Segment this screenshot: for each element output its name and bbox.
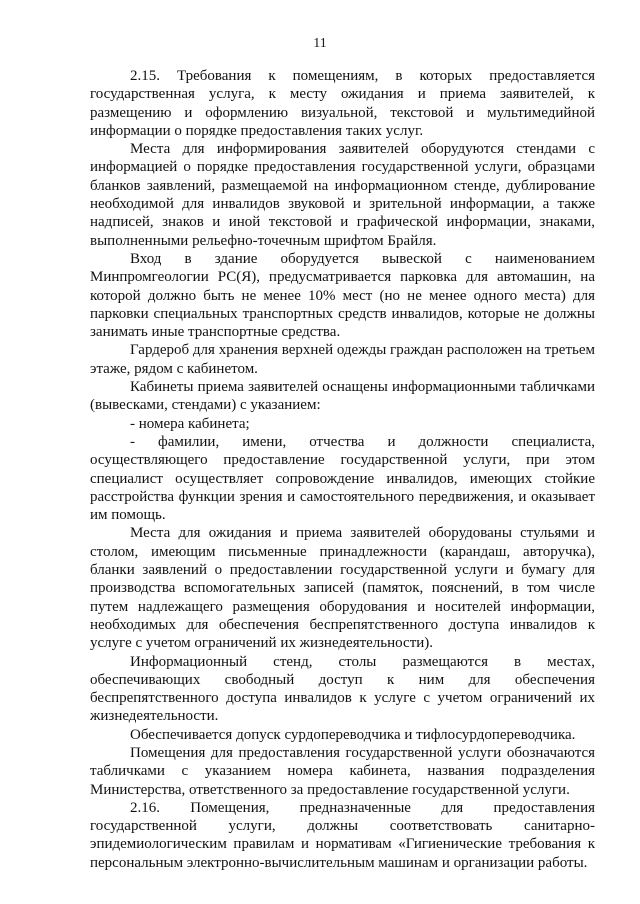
page-number: 11 [313,36,327,51]
paragraph-sign-interpreter: Обеспечивается допуск сурдопереводчика и тифлосурдопереводчика. [130,726,576,743]
list-item-specialist-name: - фамилии, имени, отчества и должности специалиста, осуществляющего предоставление государственной услуги, при этом специалист осуществляет сопровождение инвалидов, имеющих стойкие расстройства функции зрения и самостоятельного передвижения, и оказывает им помощь. [90,433,595,524]
paragraph-2-15-heading: 2.15. Требования к помещениям, в которых предоставляется государственная услуга, к месту ожидания и приема заявителей, к размещению и оформлению визуальной, текстовой и мультимедийной информации о порядке предоставления таких услуг. [90,68,595,139]
paragraph-information-stands: Места для информирования заявителей оборудуются стендами с информацией о порядке предоставления государственной услуги, образцами бланков заявлений, размещаемой на информационном стенде, дублирование необходимой для инвалидов звуковой и зрительной информации, а также надписей, знаков и иной текстовой и графической информации, знаками, выполненными рельефно-точечным шрифтом Брайля. [90,141,595,249]
list-item-office-number: - номера кабинета; [130,415,250,432]
paragraph-2-16-heading: 2.16. Помещения, предназначенные для предоставления государственной услуги, должны соответствовать санитарно-эпидемиологическим правилам и нормативам «Гигиенические требования к персональным электронно-вычислительным машинам и организации работы. [90,799,595,871]
paragraph-building-entrance: Вход в здание оборудуется вывеской с наименованием Минпромгеологии РС(Я), предусматривается парковка для автомашин, на которой должно быть не менее 10% мест (но не менее одного места) для парковки специальных транспортных средств инвалидов, которые не должны занимать иные транспортные средства. [90,250,595,341]
paragraph-cloakroom: Гардероб для хранения верхней одежды граждан расположен на третьем этаже, рядом с кабинетом. [90,342,596,377]
paragraph-room-labels: Помещения для предоставления государственной услуги обозначаются табличками с указанием номера кабинета, названия подразделения Министерства, ответственного за предоставление государственной услуги. [90,744,595,798]
paragraph-info-stand-placement: Информационный стенд, столы размещаются в местах, обеспечивающих свободный доступ к ним для обеспечения беспрепятственного доступа инвалидов к услуге с учетом ограничений их жизнедеятельности. [90,653,595,725]
paragraph-office-signs: Кабинеты приема заявителей оснащены информационными табличками (вывесками, стендами) с указанием: [90,379,595,414]
document-body [90,67,595,872]
paragraph-waiting-area: Места для ожидания и приема заявителей оборудованы стульями и столом, имеющим письменные принадлежности (карандаш, авторучка), бланки заявлений о предоставлении государственной услуги и бумагу для производства вспомогательных записей (памяток, пояснений, в том числе путем надлежащего размещения оборудования и носителей информации, необходимых для обеспечения беспрепятственного доступа инвалидов к услуге с учетом ограничений их жизнедеятельности). [90,525,595,652]
